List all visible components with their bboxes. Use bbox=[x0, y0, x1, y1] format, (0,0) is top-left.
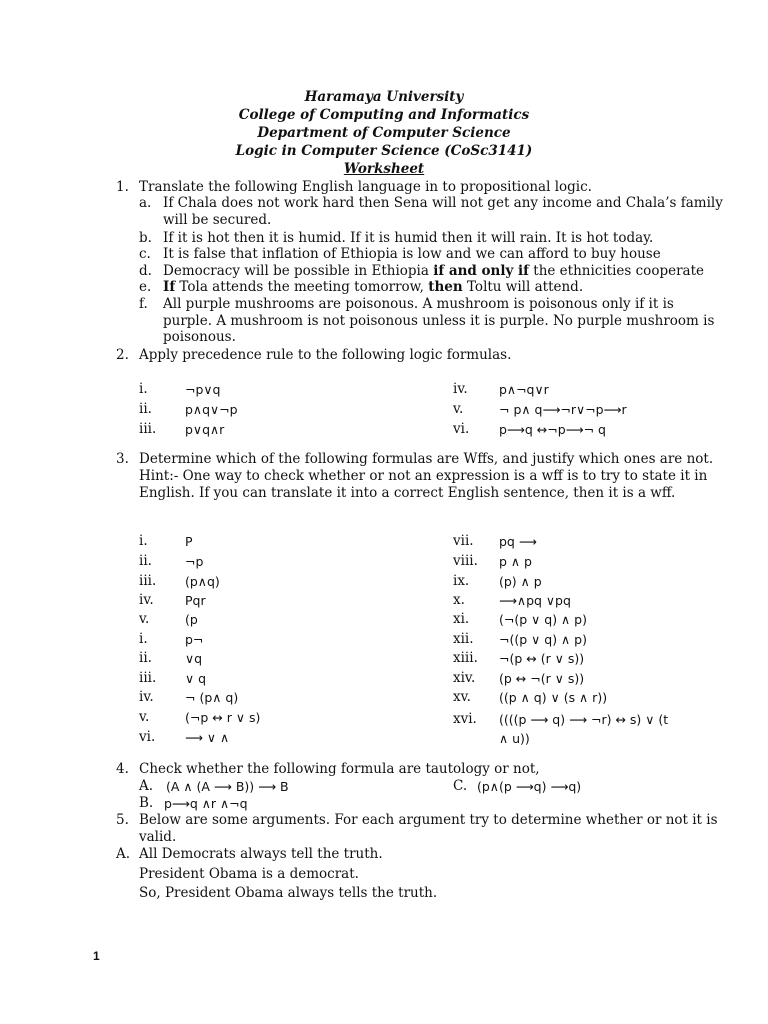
q3-right-formula: ((((p ⟶ q) ⟶ ¬r) ↔ s) ∨ (t bbox=[499, 712, 669, 727]
q1-item-text: All purple mushrooms are poisonous. A mushroom is poisonous only if it is bbox=[163, 296, 674, 312]
q1-item-label: c. bbox=[139, 246, 151, 262]
worksheet-title bbox=[0, 161, 768, 177]
q3-right-label: viii. bbox=[453, 553, 478, 569]
q3-right-formula: pq ⟶ bbox=[499, 534, 537, 549]
q3-right-formula: ¬((p ∨ q) ∧ p) bbox=[499, 632, 587, 647]
q1-item-label: b. bbox=[139, 230, 152, 246]
argument-line: President Obama is a democrat. bbox=[139, 866, 359, 882]
q3-right-label: vii. bbox=[453, 533, 474, 549]
q3-left-formula: P bbox=[185, 534, 193, 549]
q3-left-formula: ¬ (p∧ q) bbox=[185, 690, 239, 705]
q1-text: Translate the following English language in to propositional logic. bbox=[139, 179, 592, 195]
q3-right-label: xvi. bbox=[453, 711, 477, 727]
q2-right-label: v. bbox=[453, 401, 464, 417]
q3-right-label: ix. bbox=[453, 573, 470, 589]
q1-item-text: purple. A mushroom is not poisonous unless it is purple. No purple mushroom is bbox=[163, 313, 715, 329]
q2-left-label: i. bbox=[139, 381, 148, 397]
q4-b-label: B. bbox=[139, 795, 154, 811]
q3-line: Hint:- One way to check whether or not an expression is a wff is to try to state it in bbox=[139, 468, 708, 484]
q2-number: 2. bbox=[116, 347, 129, 363]
q4-number: 4. bbox=[116, 761, 129, 777]
q3-left-label: vi. bbox=[139, 729, 156, 745]
q3-line: English. If you can translate it into a correct English sentence, then it is a wff. bbox=[139, 485, 676, 501]
q3-right-formula: ((p ∧ q) ∨ (s ∧ r)) bbox=[499, 690, 608, 705]
q3-line: Determine which of the following formulas are Wffs, and justify which ones are not. bbox=[139, 451, 714, 467]
q5-line: valid. bbox=[139, 829, 177, 845]
q4-a-formula: (A ∧ (A ⟶ B)) ⟶ B bbox=[166, 779, 289, 794]
q3-left-label: v. bbox=[139, 611, 150, 627]
q3-right-label: xv. bbox=[453, 689, 471, 705]
q3-right-label: xiii. bbox=[453, 650, 478, 666]
q1-e-post: Toltu will attend. bbox=[462, 279, 584, 295]
q3-left-label: v. bbox=[139, 709, 150, 725]
q1-e-bold-if: If bbox=[163, 279, 176, 295]
q3-left-label: ii. bbox=[139, 650, 152, 666]
q2-left-label: ii. bbox=[139, 401, 152, 417]
q4-c-label: C. bbox=[453, 778, 468, 794]
q1-e-bold-then: then bbox=[428, 279, 463, 295]
q3-left-label: iii. bbox=[139, 573, 157, 589]
q2-text: Apply precedence rule to the following logic formulas. bbox=[139, 347, 512, 363]
q1-e-mid: Tola attends the meeting tomorrow, bbox=[175, 279, 429, 295]
q4-text: Check whether the following formula are tautology or not, bbox=[139, 761, 540, 777]
q1-item-e bbox=[163, 279, 583, 295]
college-title: College of Computing and Informatics bbox=[238, 107, 530, 123]
q2-right-formula: p⟶q ↔¬p⟶¬ q bbox=[499, 422, 606, 437]
q3-left-formula: ∨ q bbox=[185, 671, 207, 686]
q2-left-formula: p∨q∧r bbox=[185, 422, 225, 437]
q3-left-formula: ¬p bbox=[185, 554, 204, 569]
worksheet-label: Worksheet bbox=[343, 161, 425, 177]
q2-right-label: vi. bbox=[453, 421, 470, 437]
q3-left-label: i. bbox=[139, 533, 148, 549]
q3-number: 3. bbox=[116, 451, 129, 467]
q3-left-label: iv. bbox=[139, 592, 154, 608]
q3-right-formula: (p ↔ ¬(r ∨ s)) bbox=[499, 671, 585, 686]
q3-right-formula: ∧ u)) bbox=[499, 731, 530, 746]
q1-item-label: d. bbox=[139, 263, 152, 279]
q1-item-text: It is false that inflation of Ethiopia is low and we can afford to buy house bbox=[163, 246, 661, 262]
q2-left-formula: p∧q∨¬p bbox=[185, 402, 238, 417]
q2-right-formula: ¬ p∧ q⟶¬r∨¬p⟶r bbox=[499, 402, 627, 417]
q1-item-label: e. bbox=[139, 279, 152, 295]
q3-left-label: i. bbox=[139, 631, 148, 647]
q1-d-post: the ethnicities cooperate bbox=[528, 263, 704, 279]
q1-item-text: If Chala does not work hard then Sena will not get any income and Chala’s family bbox=[163, 195, 723, 211]
q3-left-label: iii. bbox=[139, 670, 157, 686]
q3-left-formula: (¬p ↔ r ∨ s) bbox=[185, 710, 261, 725]
q3-right-formula: p ∧ p bbox=[499, 554, 532, 569]
q5-line: Below are some arguments. For each argument try to determine whether or not it is bbox=[139, 812, 718, 828]
q3-left-label: ii. bbox=[139, 553, 152, 569]
q3-left-formula: ⟶ ∨ ∧ bbox=[185, 730, 230, 745]
q2-left-label: iii. bbox=[139, 421, 157, 437]
q3-left-formula: p¬ bbox=[185, 632, 204, 647]
argument-line: So, President Obama always tells the truth. bbox=[139, 885, 438, 901]
q2-right-label: iv. bbox=[453, 381, 468, 397]
q3-right-label: xiv. bbox=[453, 670, 476, 686]
q4-c-formula: (p∧(p ⟶q) ⟶q) bbox=[477, 779, 582, 794]
q3-left-formula: ∨q bbox=[185, 651, 203, 666]
q3-left-formula: (p bbox=[185, 612, 198, 627]
argument-line: All Democrats always tell the truth. bbox=[139, 846, 383, 862]
q3-right-formula: (¬(p ∨ q) ∧ p) bbox=[499, 612, 587, 627]
q3-left-label: iv. bbox=[139, 689, 154, 705]
q2-left-formula: ¬p∨q bbox=[185, 382, 221, 397]
q2-right-formula: p∧¬q∨r bbox=[499, 382, 549, 397]
q1-d-pre: Democracy will be possible in Ethiopia bbox=[163, 263, 434, 279]
q1-item-label: f. bbox=[139, 296, 148, 312]
q3-left-formula: Pqr bbox=[185, 593, 206, 608]
q5-number: 5. bbox=[116, 812, 129, 828]
q1-item-text: poisonous. bbox=[163, 329, 236, 345]
q3-right-label: x. bbox=[453, 592, 465, 608]
q4-b-formula: p⟶q ∧r ∧¬q bbox=[164, 796, 248, 811]
q3-right-label: xii. bbox=[453, 631, 474, 647]
q4-a-label: A. bbox=[139, 778, 154, 794]
q3-right-formula: (p) ∧ p bbox=[499, 574, 542, 589]
q3-left-formula: (p∧q) bbox=[185, 574, 220, 589]
q3-right-formula: ¬(p ↔ (r ∨ s)) bbox=[499, 651, 585, 666]
department-title: Department of Computer Science bbox=[257, 125, 511, 141]
q1-item-text: will be secured. bbox=[163, 212, 272, 228]
q1-item-d bbox=[163, 263, 704, 279]
q1-d-bold: if and only if bbox=[433, 263, 529, 279]
page-number: 1 bbox=[93, 949, 100, 963]
q1-item-text: If it is hot then it is humid. If it is humid then it will rain. It is hot today. bbox=[163, 230, 654, 246]
q3-right-label: xi. bbox=[453, 611, 470, 627]
university-title: Haramaya University bbox=[304, 89, 464, 105]
q1-item-label: a. bbox=[139, 195, 152, 211]
q3-right-formula: ⟶∧pq ∨pq bbox=[499, 593, 571, 608]
q5-a-label: A. bbox=[116, 846, 131, 862]
course-title: Logic in Computer Science (CoSc3141) bbox=[235, 143, 533, 159]
q1-number: 1. bbox=[116, 179, 129, 195]
